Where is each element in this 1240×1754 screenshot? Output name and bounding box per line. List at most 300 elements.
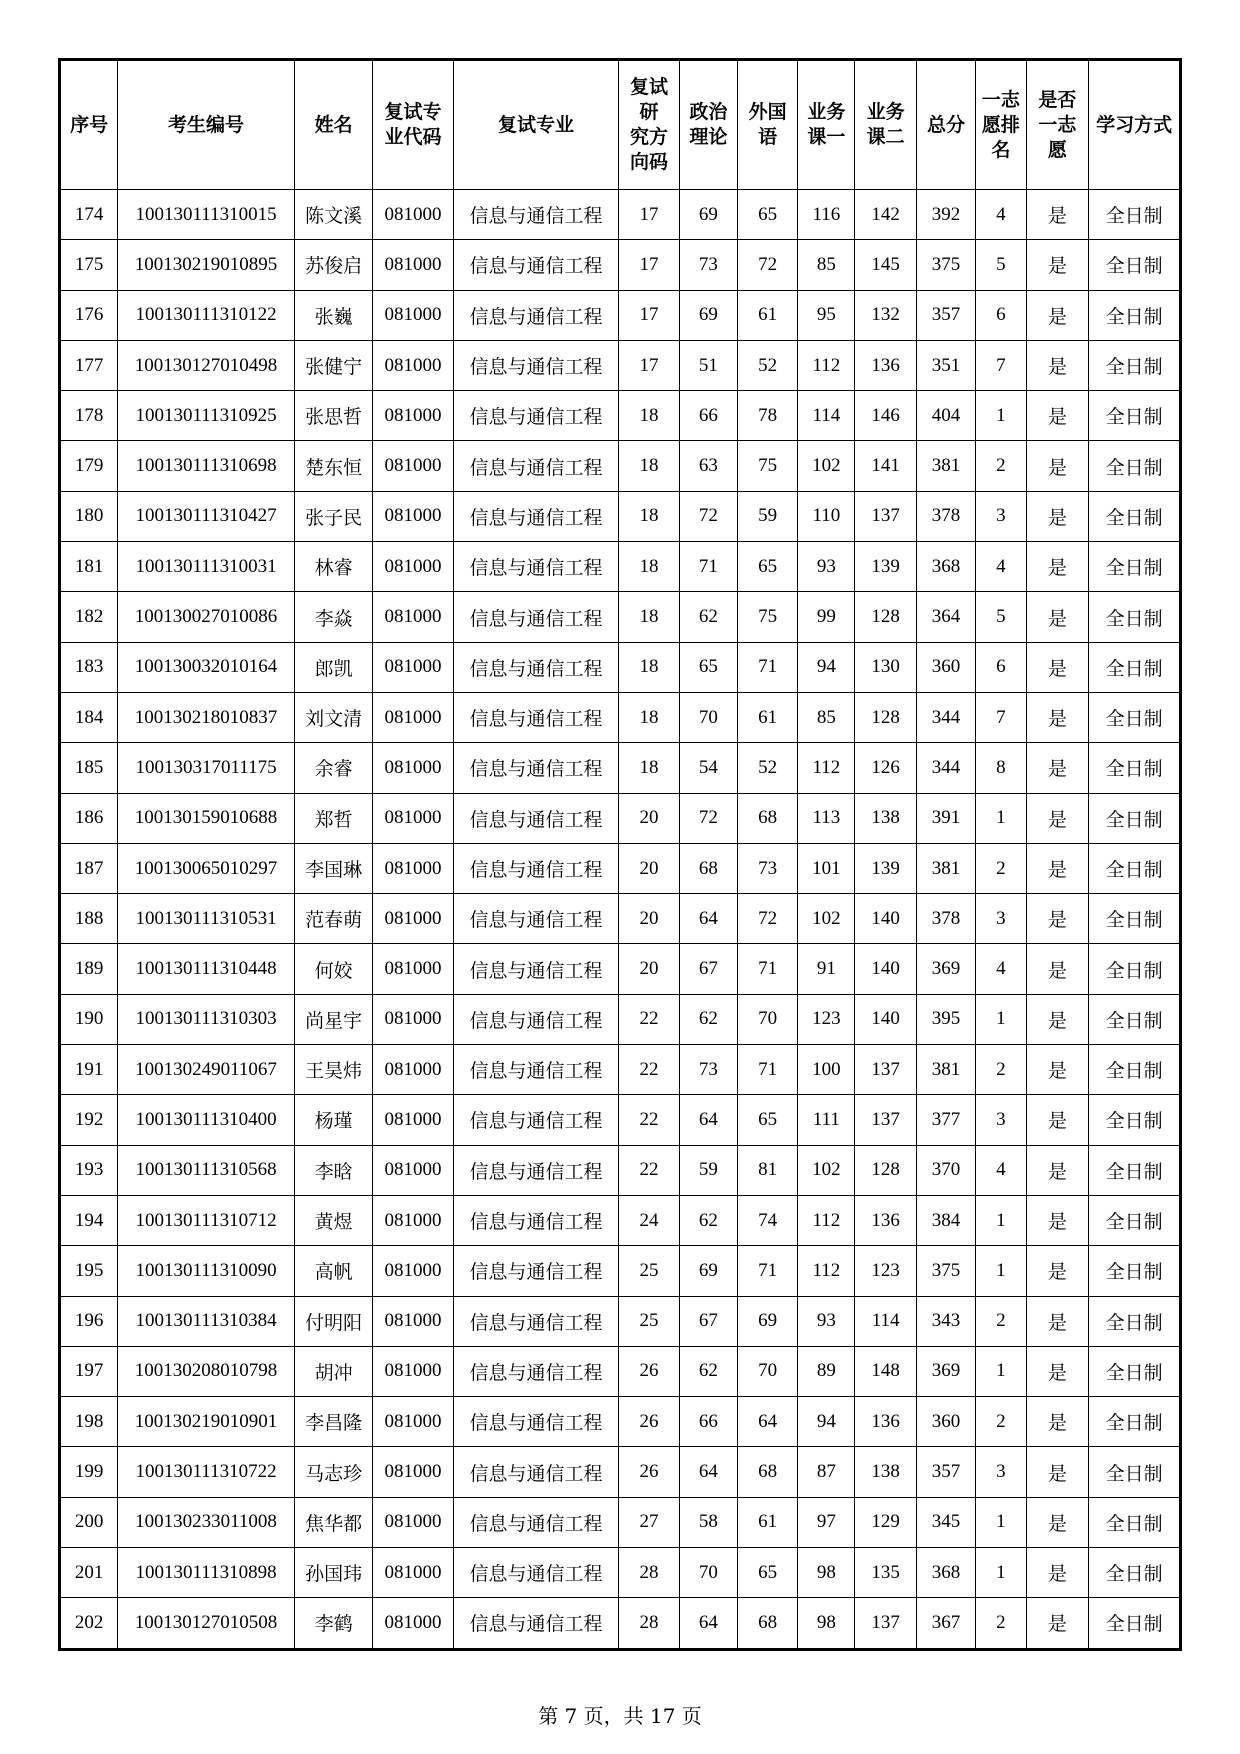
table-cell: 081000	[373, 793, 454, 843]
table-cell: 全日制	[1089, 491, 1181, 541]
table-cell: 081000	[373, 592, 454, 642]
table-cell: 102	[798, 1145, 855, 1195]
table-cell: 140	[855, 944, 917, 994]
table-row	[60, 1045, 1181, 1095]
table-cell: 97	[798, 1497, 855, 1547]
table-cell: 139	[855, 843, 917, 893]
table-cell: 100130111310031	[118, 542, 295, 592]
table-cell: 是	[1026, 340, 1089, 390]
table-cell: 100130159010688	[118, 793, 295, 843]
table-cell: 100130219010895	[118, 240, 295, 290]
table-cell: 189	[60, 944, 118, 994]
table-cell: 70	[679, 1548, 737, 1598]
table-cell: 70	[679, 692, 737, 742]
table-cell: 62	[679, 592, 737, 642]
table-cell: 全日制	[1089, 1598, 1181, 1649]
table-cell: 全日制	[1089, 692, 1181, 742]
table-cell: 081000	[373, 1346, 454, 1396]
table-cell: 是	[1026, 1145, 1089, 1195]
column-header-line: 业代码	[384, 126, 442, 148]
table-cell: 85	[798, 240, 855, 290]
table-cell: 123	[855, 1246, 917, 1296]
table-row	[60, 743, 1181, 793]
table-cell: 全日制	[1089, 441, 1181, 491]
table-cell: 126	[855, 743, 917, 793]
table-cell: 信息与通信工程	[453, 1497, 619, 1547]
table-cell: 71	[737, 642, 797, 692]
table-cell: 是	[1026, 290, 1089, 340]
table-cell: 20	[619, 944, 679, 994]
table-cell: 信息与通信工程	[453, 1447, 619, 1497]
column-header	[737, 60, 797, 190]
table-cell: 100130027010086	[118, 592, 295, 642]
table-cell: 123	[798, 994, 855, 1044]
table-cell: 61	[737, 290, 797, 340]
table-cell: 尚星宇	[294, 994, 372, 1044]
table-cell: 081000	[373, 743, 454, 793]
table-cell: 65	[737, 1548, 797, 1598]
table-cell: 369	[916, 1346, 975, 1396]
table-cell: 是	[1026, 592, 1089, 642]
column-header	[1089, 60, 1181, 190]
table-row	[60, 592, 1181, 642]
table-cell: 93	[798, 542, 855, 592]
table-cell: 81	[737, 1145, 797, 1195]
table-cell: 94	[798, 1397, 855, 1447]
table-cell: 128	[855, 592, 917, 642]
table-body	[60, 190, 1181, 1650]
table-cell: 2	[976, 1598, 1026, 1649]
column-header-line: 复试	[630, 76, 669, 98]
table-cell: 100130111310448	[118, 944, 295, 994]
table-cell: 李国琳	[294, 843, 372, 893]
table-row	[60, 240, 1181, 290]
table-cell: 64	[737, 1397, 797, 1447]
table-row	[60, 994, 1181, 1044]
table-cell: 75	[737, 441, 797, 491]
table-cell: 081000	[373, 1045, 454, 1095]
table-row	[60, 1346, 1181, 1396]
table-cell: 李昌隆	[294, 1397, 372, 1447]
table-cell: 高帆	[294, 1246, 372, 1296]
table-cell: 100130219010901	[118, 1397, 295, 1447]
table-cell: 22	[619, 994, 679, 1044]
column-header-line: 复试专	[384, 101, 442, 123]
table-cell: 22	[619, 1095, 679, 1145]
table-row	[60, 1246, 1181, 1296]
table-cell: 4	[976, 542, 1026, 592]
column-header-line: 学习方式	[1096, 113, 1173, 136]
table-cell: 62	[679, 1346, 737, 1396]
table-cell: 6	[976, 642, 1026, 692]
table-cell: 68	[737, 1447, 797, 1497]
table-cell: 64	[679, 894, 737, 944]
table-cell: 是	[1026, 1195, 1089, 1245]
table-cell: 377	[916, 1095, 975, 1145]
table-row	[60, 1598, 1181, 1649]
table-cell: 66	[679, 391, 737, 441]
table-cell: 20	[619, 843, 679, 893]
table-cell: 4	[976, 944, 1026, 994]
table-cell: 100130111310090	[118, 1246, 295, 1296]
column-header	[976, 60, 1026, 190]
table-cell: 全日制	[1089, 340, 1181, 390]
table-cell: 18	[619, 441, 679, 491]
table-cell: 66	[679, 1397, 737, 1447]
table-cell: 195	[60, 1246, 118, 1296]
table-cell: 17	[619, 190, 679, 240]
table-cell: 081000	[373, 491, 454, 541]
table-cell: 100130249011067	[118, 1045, 295, 1095]
table-cell: 89	[798, 1346, 855, 1396]
table-cell: 信息与通信工程	[453, 843, 619, 893]
table-cell: 100130065010297	[118, 843, 295, 893]
table-cell: 24	[619, 1195, 679, 1245]
table-cell: 63	[679, 441, 737, 491]
table-cell: 100130317011175	[118, 743, 295, 793]
column-header-line: 是否	[1038, 88, 1077, 111]
table-cell: 信息与通信工程	[453, 1145, 619, 1195]
table-cell: 137	[855, 1598, 917, 1649]
table-cell: 范春萌	[294, 894, 372, 944]
table-cell: 94	[798, 642, 855, 692]
table-cell: 信息与通信工程	[453, 1346, 619, 1396]
table-cell: 26	[619, 1397, 679, 1447]
table-cell: 黄煜	[294, 1195, 372, 1245]
table-cell: 是	[1026, 894, 1089, 944]
table-cell: 是	[1026, 994, 1089, 1044]
table-cell: 信息与通信工程	[453, 1296, 619, 1346]
page-footer: 第 7 页，共 17 页	[538, 1704, 702, 1728]
table-cell: 是	[1026, 542, 1089, 592]
table-cell: 081000	[373, 340, 454, 390]
table-cell: 是	[1026, 491, 1089, 541]
column-header-line: 业务	[866, 101, 905, 123]
table-cell: 081000	[373, 843, 454, 893]
table-row	[60, 843, 1181, 893]
table-cell: 177	[60, 340, 118, 390]
table-cell: 136	[855, 340, 917, 390]
table-cell: 404	[916, 391, 975, 441]
table-cell: 刘文清	[294, 692, 372, 742]
table-cell: 全日制	[1089, 190, 1181, 240]
table-cell: 马志珍	[294, 1447, 372, 1497]
table-cell: 20	[619, 793, 679, 843]
table-cell: 2	[976, 1296, 1026, 1346]
table-cell: 是	[1026, 1346, 1089, 1396]
table-cell: 全日制	[1089, 1548, 1181, 1598]
admission-table	[58, 58, 1182, 1651]
table-row	[60, 491, 1181, 541]
table-cell: 是	[1026, 642, 1089, 692]
table-cell: 081000	[373, 542, 454, 592]
table-cell: 1	[976, 1346, 1026, 1396]
table-row	[60, 894, 1181, 944]
table-cell: 70	[737, 1346, 797, 1396]
table-cell: 4	[976, 1145, 1026, 1195]
table-cell: 54	[679, 743, 737, 793]
table-cell: 141	[855, 441, 917, 491]
table-cell: 114	[798, 391, 855, 441]
table-cell: 174	[60, 190, 118, 240]
column-header-line: 政治	[689, 101, 728, 123]
table-cell: 是	[1026, 1296, 1089, 1346]
table-cell: 112	[798, 1195, 855, 1245]
column-header	[453, 60, 619, 190]
table-cell: 351	[916, 340, 975, 390]
table-cell: 140	[855, 894, 917, 944]
table-cell: 3	[976, 1447, 1026, 1497]
table-cell: 081000	[373, 1195, 454, 1245]
table-cell: 369	[916, 944, 975, 994]
column-header-line: 一志	[1038, 113, 1077, 136]
table-cell: 6	[976, 290, 1026, 340]
table-cell: 1	[976, 1497, 1026, 1547]
table-cell: 73	[679, 1045, 737, 1095]
table-cell: 信息与通信工程	[453, 240, 619, 290]
table-cell: 5	[976, 592, 1026, 642]
table-cell: 陈文溪	[294, 190, 372, 240]
table-cell: 是	[1026, 190, 1089, 240]
column-header	[373, 60, 454, 190]
column-header	[679, 60, 737, 190]
table-cell: 081000	[373, 1598, 454, 1649]
table-cell: 192	[60, 1095, 118, 1145]
column-header-line: 究方	[630, 126, 669, 148]
table-row	[60, 290, 1181, 340]
column-header	[619, 60, 679, 190]
table-cell: 苏俊启	[294, 240, 372, 290]
table-cell: 全日制	[1089, 743, 1181, 793]
table-cell: 081000	[373, 692, 454, 742]
table-cell: 是	[1026, 240, 1089, 290]
table-cell: 100	[798, 1045, 855, 1095]
table-cell: 176	[60, 290, 118, 340]
table-cell: 是	[1026, 793, 1089, 843]
table-cell: 全日制	[1089, 290, 1181, 340]
table-cell: 信息与通信工程	[453, 944, 619, 994]
table-cell: 193	[60, 1145, 118, 1195]
table-cell: 焦华都	[294, 1497, 372, 1547]
table-cell: 081000	[373, 1246, 454, 1296]
table-cell: 101	[798, 843, 855, 893]
table-cell: 全日制	[1089, 542, 1181, 592]
table-cell: 是	[1026, 743, 1089, 793]
table-cell: 全日制	[1089, 1095, 1181, 1145]
table-cell: 3	[976, 1095, 1026, 1145]
table-cell: 71	[737, 1045, 797, 1095]
column-header-line: 总分	[927, 113, 966, 136]
table-cell: 081000	[373, 1095, 454, 1145]
table-cell: 180	[60, 491, 118, 541]
table-cell: 李鹤	[294, 1598, 372, 1649]
table-cell: 信息与通信工程	[453, 1397, 619, 1447]
table-cell: 是	[1026, 1045, 1089, 1095]
table-cell: 081000	[373, 1497, 454, 1547]
table-cell: 368	[916, 1548, 975, 1598]
table-cell: 2	[976, 843, 1026, 893]
table-cell: 是	[1026, 391, 1089, 441]
table-cell: 孙国玮	[294, 1548, 372, 1598]
table-cell: 95	[798, 290, 855, 340]
column-header-line: 语	[758, 126, 778, 148]
table-cell: 74	[737, 1195, 797, 1245]
table-cell: 85	[798, 692, 855, 742]
table-row	[60, 441, 1181, 491]
table-cell: 28	[619, 1598, 679, 1649]
table-cell: 100130111310531	[118, 894, 295, 944]
table-cell: 17	[619, 340, 679, 390]
table-cell: 100130111310712	[118, 1195, 295, 1245]
column-header-line: 外国	[748, 101, 787, 123]
table-cell: 102	[798, 441, 855, 491]
table-cell: 李焱	[294, 592, 372, 642]
table-cell: 信息与通信工程	[453, 190, 619, 240]
table-cell: 135	[855, 1548, 917, 1598]
table-cell: 25	[619, 1296, 679, 1346]
table-cell: 是	[1026, 1246, 1089, 1296]
table-cell: 8	[976, 743, 1026, 793]
table-row	[60, 1145, 1181, 1195]
table-cell: 179	[60, 441, 118, 491]
column-header-line: 业务	[807, 101, 846, 123]
column-header-line: 课二	[866, 126, 905, 148]
table-cell: 113	[798, 793, 855, 843]
table-cell: 全日制	[1089, 592, 1181, 642]
table-cell: 178	[60, 391, 118, 441]
table-cell: 202	[60, 1598, 118, 1649]
table-cell: 200	[60, 1497, 118, 1547]
table-cell: 72	[737, 240, 797, 290]
table-cell: 全日制	[1089, 793, 1181, 843]
table-cell: 信息与通信工程	[453, 894, 619, 944]
table-cell: 100130032010164	[118, 642, 295, 692]
table-cell: 081000	[373, 1296, 454, 1346]
column-header-line: 研	[639, 101, 659, 123]
table-cell: 344	[916, 743, 975, 793]
table-cell: 081000	[373, 1548, 454, 1598]
table-cell: 22	[619, 1045, 679, 1095]
table-cell: 71	[737, 944, 797, 994]
table-cell: 69	[679, 290, 737, 340]
table-cell: 65	[737, 1095, 797, 1145]
table-cell: 是	[1026, 1397, 1089, 1447]
table-cell: 391	[916, 793, 975, 843]
table-cell: 100130111310698	[118, 441, 295, 491]
table-cell: 67	[679, 944, 737, 994]
table-cell: 100130127010498	[118, 340, 295, 390]
table-cell: 64	[679, 1447, 737, 1497]
column-header	[1026, 60, 1089, 190]
table-cell: 信息与通信工程	[453, 340, 619, 390]
table-cell: 70	[737, 994, 797, 1044]
column-header-line: 名	[991, 138, 1011, 161]
column-header	[60, 60, 118, 190]
table-cell: 1	[976, 793, 1026, 843]
table-cell: 全日制	[1089, 1497, 1181, 1547]
header-row	[60, 60, 1181, 190]
table-cell: 2	[976, 1045, 1026, 1095]
table-cell: 18	[619, 542, 679, 592]
table-cell: 17	[619, 240, 679, 290]
table-cell: 26	[619, 1346, 679, 1396]
table-cell: 381	[916, 441, 975, 491]
table-cell: 139	[855, 542, 917, 592]
table-cell: 59	[679, 1145, 737, 1195]
table-cell: 信息与通信工程	[453, 793, 619, 843]
table-cell: 128	[855, 692, 917, 742]
table-cell: 191	[60, 1045, 118, 1095]
table-row	[60, 642, 1181, 692]
table-row	[60, 391, 1181, 441]
table-cell: 28	[619, 1548, 679, 1598]
table-cell: 367	[916, 1598, 975, 1649]
table-cell: 190	[60, 994, 118, 1044]
column-header-line: 课一	[807, 126, 846, 148]
table-cell: 全日制	[1089, 1397, 1181, 1447]
table-cell: 364	[916, 592, 975, 642]
table-cell: 081000	[373, 1145, 454, 1195]
table-cell: 186	[60, 793, 118, 843]
table-cell: 2	[976, 1397, 1026, 1447]
table-cell: 1	[976, 1548, 1026, 1598]
table-cell: 信息与通信工程	[453, 743, 619, 793]
table-cell: 全日制	[1089, 1045, 1181, 1095]
table-cell: 64	[679, 1095, 737, 1145]
table-cell: 99	[798, 592, 855, 642]
table-cell: 52	[737, 340, 797, 390]
table-cell: 是	[1026, 692, 1089, 742]
table-cell: 128	[855, 1145, 917, 1195]
table-row	[60, 1497, 1181, 1547]
table-cell: 100130111310898	[118, 1548, 295, 1598]
table-cell: 信息与通信工程	[453, 542, 619, 592]
table-cell: 65	[679, 642, 737, 692]
table-cell: 381	[916, 1045, 975, 1095]
table-cell: 全日制	[1089, 894, 1181, 944]
table-cell: 59	[737, 491, 797, 541]
table-cell: 184	[60, 692, 118, 742]
table-cell: 182	[60, 592, 118, 642]
column-header	[798, 60, 855, 190]
table-cell: 信息与通信工程	[453, 1246, 619, 1296]
table-cell: 78	[737, 391, 797, 441]
table-cell: 111	[798, 1095, 855, 1145]
table-cell: 全日制	[1089, 1195, 1181, 1245]
table-cell: 58	[679, 1497, 737, 1547]
table-cell: 全日制	[1089, 994, 1181, 1044]
table-cell: 100130111310427	[118, 491, 295, 541]
table-cell: 187	[60, 843, 118, 893]
table-cell: 张子民	[294, 491, 372, 541]
table-cell: 是	[1026, 843, 1089, 893]
table-cell: 100130111310722	[118, 1447, 295, 1497]
table-cell: 信息与通信工程	[453, 1195, 619, 1245]
table-row	[60, 692, 1181, 742]
table-cell: 137	[855, 491, 917, 541]
column-header-line: 序号	[70, 113, 109, 136]
table-cell: 100130111310015	[118, 190, 295, 240]
table-cell: 081000	[373, 642, 454, 692]
column-header-line: 复试专业	[498, 113, 575, 136]
table-cell: 196	[60, 1296, 118, 1346]
table-cell: 信息与通信工程	[453, 1045, 619, 1095]
table-cell: 付明阳	[294, 1296, 372, 1346]
table-cell: 18	[619, 592, 679, 642]
table-cell: 王昊炜	[294, 1045, 372, 1095]
table-cell: 100130208010798	[118, 1346, 295, 1396]
table-cell: 信息与通信工程	[453, 391, 619, 441]
